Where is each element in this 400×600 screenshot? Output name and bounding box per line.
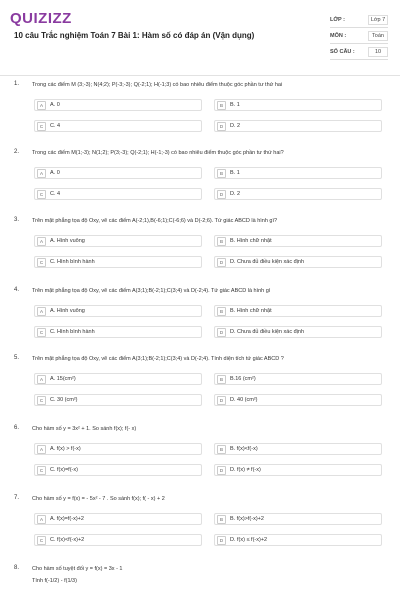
option-letter-badge: D <box>217 122 226 131</box>
option-letter-badge: D <box>217 328 226 337</box>
brand-logo: QUIZIZZ <box>10 10 72 27</box>
option-text: D. f(x) ≤ f(-x)+2 <box>230 537 268 543</box>
answer-option-c[interactable] <box>34 326 202 338</box>
info-row-subject <box>330 28 388 44</box>
option-text: A. Hình vuông <box>50 308 85 314</box>
answer-option-a[interactable] <box>34 513 202 525</box>
option-text: A. Hình vuông <box>50 238 85 244</box>
option-text: B. f(x)<f(-x) <box>230 446 258 452</box>
answer-option-a[interactable] <box>34 99 202 111</box>
option-letter-badge: B <box>217 375 226 384</box>
info-label: LỚP : <box>330 16 345 23</box>
option-text: D. Chưa đủ điều kiện xác định <box>230 329 305 335</box>
option-text: C. f(x)<f(-x)+2 <box>50 537 85 543</box>
option-letter-badge: C <box>37 396 46 405</box>
info-value: Toán <box>368 31 388 41</box>
option-text: B. Hình chữ nhật <box>230 238 272 244</box>
question-number: 5. <box>14 355 20 361</box>
question-text: Cho hàm số y = f(x) = - 5x² - 7 . So sánh f(x); f( - x) + 2 <box>32 496 165 502</box>
option-letter-badge: B <box>217 169 226 178</box>
info-value: 10 <box>368 47 388 57</box>
question-text: Cho hàm số tuyệt đối y = f(x) = 3x - 1 <box>32 566 123 572</box>
page-title: 10 câu Trắc nghiệm Toán 7 Bài 1: Hàm số có đáp án (Vận dụng) <box>14 31 255 40</box>
question-number: 2. <box>14 149 20 155</box>
answer-option-b[interactable] <box>214 99 382 111</box>
answer-option-b[interactable] <box>214 513 382 525</box>
option-text: C. 30 (cm²) <box>50 397 78 403</box>
option-letter-badge: C <box>37 328 46 337</box>
option-letter-badge: D <box>217 190 226 199</box>
info-row-count <box>330 44 388 60</box>
question-number: 6. <box>14 425 20 431</box>
option-letter-badge: A <box>37 237 46 246</box>
question-text: Cho hàm số y = 3x² + 1. So sánh f(x); f(- x) <box>32 426 137 432</box>
answer-option-b[interactable] <box>214 373 382 385</box>
question-text: Trên mặt phẳng tọa độ Oxy, vẽ các điểm A(3;1);B(-2;1);C(3;4) và D(-2;4). Tứ giác ABCD là hình gì <box>32 288 271 294</box>
option-text: A. 0 <box>50 102 60 108</box>
answer-option-a[interactable] <box>34 235 202 247</box>
option-text: D. 2 <box>230 123 241 129</box>
answer-option-c[interactable] <box>34 534 202 546</box>
answer-option-c[interactable] <box>34 188 202 200</box>
question-number: 4. <box>14 287 20 293</box>
option-letter-badge: D <box>217 258 226 267</box>
option-text: B. 1 <box>230 170 240 176</box>
answer-option-d[interactable] <box>214 326 382 338</box>
question-number: 7. <box>14 495 20 501</box>
answer-option-c[interactable] <box>34 394 202 406</box>
question-number: 8. <box>14 565 20 571</box>
option-text: B.16 (cm²) <box>230 376 256 382</box>
option-letter-badge: D <box>217 536 226 545</box>
option-letter-badge: D <box>217 466 226 475</box>
answer-option-d[interactable] <box>214 464 382 476</box>
option-text: C. Hình bình hành <box>50 259 95 265</box>
option-text: A. 0 <box>50 170 60 176</box>
option-letter-badge: B <box>217 445 226 454</box>
option-letter-badge: A <box>37 307 46 316</box>
option-letter-badge: A <box>37 445 46 454</box>
answer-option-d[interactable] <box>214 120 382 132</box>
option-text: D. f(x) ≠ f(-x) <box>230 467 261 473</box>
answer-option-b[interactable] <box>214 443 382 455</box>
option-text: C. f(x)=f(-x) <box>50 467 78 473</box>
option-letter-badge: C <box>37 466 46 475</box>
answer-option-d[interactable] <box>214 188 382 200</box>
answer-option-d[interactable] <box>214 534 382 546</box>
option-letter-badge: B <box>217 237 226 246</box>
option-text: B. 1 <box>230 102 240 108</box>
info-box <box>330 12 388 60</box>
option-letter-badge: A <box>37 515 46 524</box>
option-text: D. Chưa đủ điều kiện xác định <box>230 259 305 265</box>
option-text: D. 40 (cm²) <box>230 397 258 403</box>
option-letter-badge: D <box>217 396 226 405</box>
info-value: Lớp 7 <box>368 15 388 25</box>
question-text: Trong các điểm M(1;-3); N(1;2); P(3;-3); Q(-2;1); H(-1;-3) có bao nhiêu điểm thuộc góc phần tư thứ hai? <box>32 150 284 156</box>
answer-option-a[interactable] <box>34 167 202 179</box>
option-letter-badge: B <box>217 101 226 110</box>
option-text: A. 15(cm²) <box>50 376 76 382</box>
question-number: 1. <box>14 81 20 87</box>
answer-option-d[interactable] <box>214 256 382 268</box>
option-text: B. Hình chữ nhật <box>230 308 272 314</box>
answer-option-a[interactable] <box>34 443 202 455</box>
question-text: Trên mặt phẳng tọa độ Oxy, vẽ các điểm A(-2;1),B(-6;1);C(-6;6) và D(-2;6). Tứ giác ABCD là hình gì? <box>32 218 278 224</box>
option-text: C. Hình bình hành <box>50 329 95 335</box>
option-letter-badge: B <box>217 515 226 524</box>
option-text: A. f(x)=f(-x)+2 <box>50 516 84 522</box>
option-letter-badge: C <box>37 122 46 131</box>
option-letter-badge: C <box>37 190 46 199</box>
question-text: Trong các điểm M (3;-3); N(4;2); P(-3;-3); Q(-2;1); H(-1;3) có bao nhiêu điểm thuộc góc phần tư thứ hai <box>32 82 283 88</box>
option-letter-badge: A <box>37 375 46 384</box>
option-letter-badge: B <box>217 307 226 316</box>
answer-option-b[interactable] <box>214 167 382 179</box>
option-text: B. f(x)>f(-x)+2 <box>230 516 264 522</box>
option-text: D. 2 <box>230 191 241 197</box>
question-subtext: Tính f(-1/2) - f(1/3) <box>32 578 77 584</box>
option-text: C. 4 <box>50 123 61 129</box>
info-label: MÔN : <box>330 32 347 39</box>
answer-option-c[interactable] <box>34 256 202 268</box>
option-letter-badge: C <box>37 536 46 545</box>
answer-option-b[interactable] <box>214 235 382 247</box>
answer-option-b[interactable] <box>214 305 382 317</box>
answer-option-a[interactable] <box>34 373 202 385</box>
option-letter-badge: C <box>37 258 46 267</box>
info-row-class <box>330 12 388 28</box>
option-text: A. f(x) > f(-x) <box>50 446 81 452</box>
header-divider <box>0 75 400 76</box>
option-text: C. 4 <box>50 191 61 197</box>
question-number: 3. <box>14 217 20 223</box>
answer-option-a[interactable] <box>34 305 202 317</box>
answer-option-c[interactable] <box>34 120 202 132</box>
question-text: Trên mặt phẳng tọa độ Oxy, vẽ các điểm A(3;1);B(-2;1);C(3;4) và D(-2;4). Tính diện tích tứ giác ABCD ? <box>32 356 284 362</box>
answer-option-d[interactable] <box>214 394 382 406</box>
info-label: SỐ CÂU : <box>330 48 355 55</box>
answer-option-c[interactable] <box>34 464 202 476</box>
option-letter-badge: A <box>37 101 46 110</box>
option-letter-badge: A <box>37 169 46 178</box>
